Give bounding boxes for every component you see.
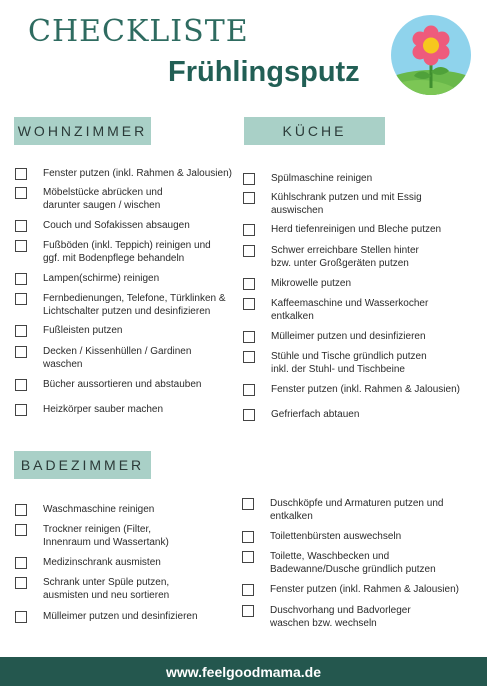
- checklist-item-label: Fernbedienungen, Telefone, Türklinken & Lichtschalter putzen und desinfizieren: [43, 293, 226, 317]
- checklist-item-label: Fenster putzen (inkl. Rahmen & Jalousien): [43, 168, 232, 179]
- checkbox[interactable]: [243, 351, 255, 363]
- checklist-item-label: Mülleimer putzen und desinfizieren: [271, 331, 426, 342]
- section-header-kueche: KÜCHE: [244, 117, 385, 145]
- checklist-item-label: Schrank unter Spüle putzen, ausmisten und neu sortieren: [43, 577, 170, 601]
- checkbox[interactable]: [243, 384, 255, 396]
- checklist-item: [15, 556, 161, 569]
- checklist-item: [15, 345, 191, 371]
- checklist-item-label: Duschvorhang und Badvorleger waschen bzw. wechseln: [270, 605, 411, 629]
- checklist-item: [243, 350, 427, 376]
- checkbox[interactable]: [15, 273, 27, 285]
- checklist-item: [15, 219, 190, 232]
- flower-logo-icon: [390, 14, 472, 96]
- checklist-item: [243, 408, 359, 421]
- checklist-item-label: Fußböden (inkl. Teppich) reinigen und ggf. mit Bodenpflege behandeln: [43, 240, 211, 264]
- checkbox[interactable]: [243, 224, 255, 236]
- checklist-item: [243, 383, 460, 396]
- checklist-item: [15, 378, 201, 391]
- checklist-item-label: Couch und Sofakissen absaugen: [43, 220, 190, 231]
- checklist-item-label: Stühle und Tische gründlich putzen inkl. der Stuhl- und Tischbeine: [271, 351, 427, 375]
- checkbox[interactable]: [15, 557, 27, 569]
- checkbox[interactable]: [15, 325, 27, 337]
- section-header-badezimmer: BADEZIMMER: [14, 451, 151, 479]
- checklist-item-label: Toilette, Waschbecken und Badewanne/Dusche gründlich putzen: [270, 551, 436, 575]
- checklist-item-label: Möbelstücke abrücken und darunter saugen / wischen: [43, 187, 163, 211]
- checklist-subtitle: Frühlingsputz: [168, 56, 360, 88]
- checklist-item-label: Fußleisten putzen: [43, 325, 123, 336]
- checklist-item: [15, 523, 169, 549]
- checklist-item: [243, 172, 372, 185]
- checklist-item: [15, 186, 163, 212]
- checklist-item: [243, 297, 428, 323]
- checklist-item: [15, 272, 159, 285]
- checklist-item: [242, 497, 443, 523]
- checklist-item-label: Medizinschrank ausmisten: [43, 557, 161, 568]
- checklist-item: [15, 324, 123, 337]
- checklist-item: [243, 191, 422, 217]
- checklist-item: [242, 550, 436, 576]
- checklist-item-label: Decken / Kissenhüllen / Gardinen waschen: [43, 346, 192, 370]
- checklist-item-label: Duschköpfe und Armaturen putzen und entkalken: [270, 498, 444, 522]
- checkbox[interactable]: [243, 331, 255, 343]
- checklist-item: [243, 244, 419, 270]
- checkbox[interactable]: [15, 168, 27, 180]
- checklist-item-label: Trockner reinigen (Filter, Innenraum und Wassertank): [43, 524, 169, 548]
- checkbox[interactable]: [15, 187, 27, 199]
- checklist-item-label: Kühlschrank putzen und mit Essig auswischen: [271, 192, 422, 216]
- checklist-item-label: Spülmaschine reinigen: [271, 173, 373, 184]
- checklist-item-label: Herd tiefenreinigen und Bleche putzen: [271, 224, 442, 235]
- checklist-item: [15, 167, 232, 180]
- checklist-item: [242, 530, 401, 543]
- checkbox[interactable]: [15, 504, 27, 516]
- checklist-item-label: Bücher aussortieren und abstauben: [43, 379, 202, 390]
- checkbox[interactable]: [243, 409, 255, 421]
- checklist-item: [15, 610, 198, 623]
- checklist-item: [15, 576, 169, 602]
- checklist-item-label: Fenster putzen (inkl. Rahmen & Jalousien): [271, 384, 460, 395]
- section-header-wohnzimmer: WOHNZIMMER: [14, 117, 151, 145]
- checkbox[interactable]: [243, 192, 255, 204]
- checkbox[interactable]: [242, 584, 254, 596]
- checkbox[interactable]: [242, 551, 254, 563]
- checklist-item: [15, 503, 154, 516]
- checkbox[interactable]: [15, 524, 27, 536]
- checklist-title: CHECKLISTE: [28, 14, 249, 49]
- checklist-item-label: Fenster putzen (inkl. Rahmen & Jalousien): [270, 584, 459, 595]
- checklist-item: [243, 277, 351, 290]
- checklist-item-label: Gefrierfach abtauen: [271, 409, 360, 420]
- checkbox[interactable]: [242, 531, 254, 543]
- checklist-item-label: Lampen(schirme) reinigen: [43, 273, 160, 284]
- checklist-item-label: Toilettenbürsten auswechseln: [270, 531, 402, 542]
- checklist-item-label: Mülleimer putzen und desinfizieren: [43, 611, 198, 622]
- checklist-item-label: Heizkörper sauber machen: [43, 404, 164, 415]
- checkbox[interactable]: [15, 346, 27, 358]
- checkbox[interactable]: [15, 404, 27, 416]
- checklist-item: [242, 583, 459, 596]
- checkbox[interactable]: [15, 379, 27, 391]
- checklist-item: [15, 292, 226, 318]
- checkbox[interactable]: [243, 298, 255, 310]
- checkbox[interactable]: [243, 245, 255, 257]
- checklist-item: [15, 239, 211, 265]
- checklist-item-label: Mikrowelle putzen: [271, 278, 352, 289]
- checkbox[interactable]: [15, 240, 27, 252]
- checklist-item: [242, 604, 411, 630]
- checklist-item: [243, 330, 426, 343]
- checklist-item-label: Kaffeemaschine und Wasserkocher entkalken: [271, 298, 429, 322]
- checkbox[interactable]: [15, 293, 27, 305]
- checkbox[interactable]: [243, 173, 255, 185]
- checkbox[interactable]: [242, 605, 254, 617]
- checklist-item-label: Waschmaschine reinigen: [43, 504, 155, 515]
- checklist-item: [15, 403, 163, 416]
- checkbox[interactable]: [243, 278, 255, 290]
- checkbox[interactable]: [15, 220, 27, 232]
- checklist-item: [243, 223, 441, 236]
- checklist-item-label: Schwer erreichbare Stellen hinter bzw. unter Großgeräten putzen: [271, 245, 419, 269]
- checkbox[interactable]: [15, 577, 27, 589]
- checkbox[interactable]: [242, 498, 254, 510]
- checkbox[interactable]: [15, 611, 27, 623]
- footer-url[interactable]: www.feelgoodmama.de: [165, 663, 322, 680]
- footer-bar: [0, 657, 487, 686]
